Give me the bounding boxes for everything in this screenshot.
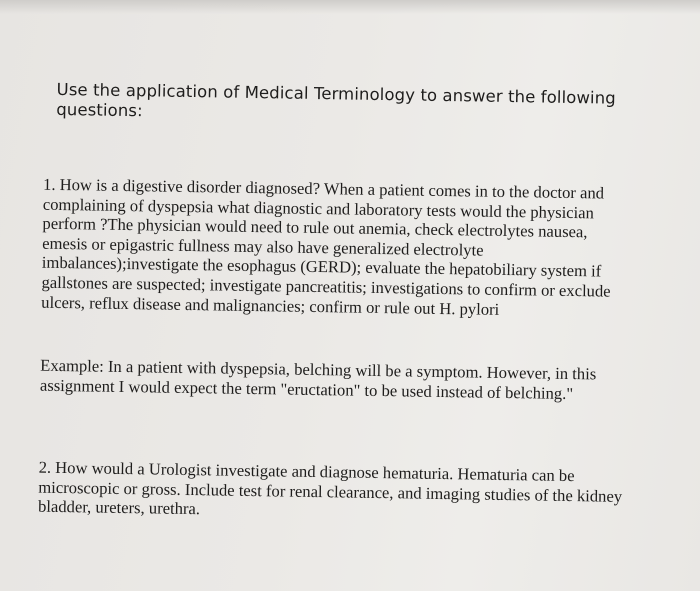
question-2-text: 2. How would a Urologist investigate and diagnose hematuria. Hematuria can be microscopic or gross. Include test for renal clearance, and imaging studies of the kidney bladder, ureters, urethra.	[37, 457, 623, 519]
example-note-text: Example: In a patient with dyspepsia, belching will be a symptom. However, in this assignment I would expect the term "eructation" to be used instead of belching."	[39, 355, 597, 403]
question-1-text: 1. How is a digestive disorder diagnosed? When a patient comes in to the doctor and complaining of dyspepsia what diagnostic and laboratory tests would the physician perform ?The physician would need to rule out anemia, check electrolytes nausea, emesis or epigastric fullness may also have generalized electrolyte imbalances);investigate the esophagus (GERD); evaluate the hepatobiliary system if gallstones are suspected; investigate pancreatitis; investigations to confirm or exclude ulcers, reflux disease and malignancies; confirm or rule out H. pylori	[41, 174, 611, 319]
assignment-heading: Use the application of Medical Terminology to answer the following questions:	[56, 79, 616, 121]
